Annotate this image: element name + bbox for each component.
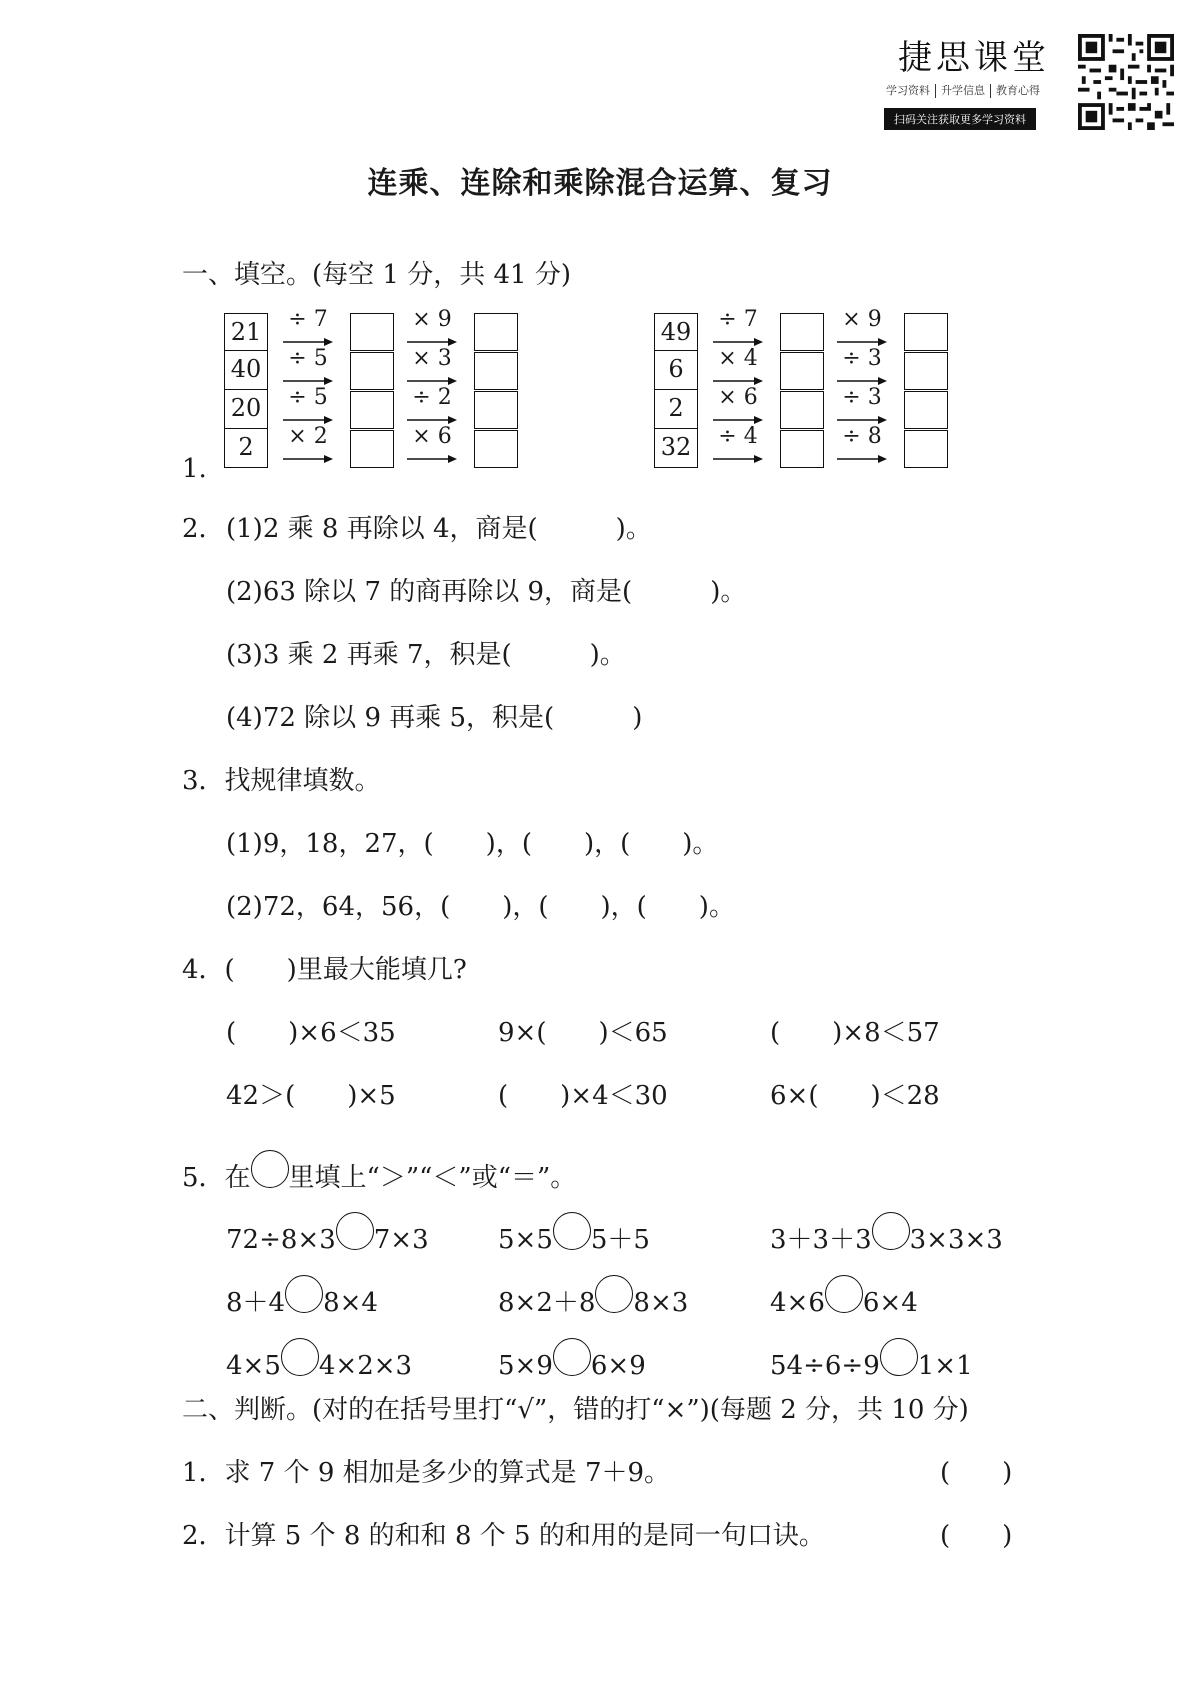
right-chain-op1-label: × 4 [718, 346, 758, 371]
q4-r1-c3: ( )×8＜57 [770, 1018, 940, 1048]
q4-r1-c2: 9×( )＜65 [498, 1018, 668, 1048]
q3-label: 3．找规律填数。 [182, 766, 381, 796]
right-chain-op2-label: × 9 [842, 307, 882, 332]
right-chain-answer-box-1[interactable] [780, 313, 824, 351]
q5-compare-item [770, 1212, 1003, 1257]
q4-r2-c3: 6×( )＜28 [770, 1081, 940, 1111]
arrow-right-icon [283, 450, 333, 462]
q5-left-expr: 54÷6÷9 [770, 1351, 880, 1381]
q5-left-expr: 8＋4 [226, 1288, 286, 1318]
right-chain-start-number: 2 [654, 390, 698, 429]
left-chain-answer-box-2[interactable] [474, 430, 518, 468]
q5-compare-item [498, 1212, 650, 1257]
q5-compare-item [498, 1275, 688, 1320]
arrow-right-icon [713, 411, 763, 423]
q2-item-4: (4)72 除以 9 再乘 5，积是( ) [226, 703, 643, 733]
left-chain-op1-label: × 2 [288, 424, 328, 449]
left-chain-answer-box-1[interactable] [350, 430, 394, 468]
q5-left-expr: 3＋3＋3 [770, 1225, 872, 1255]
brand-title: 捷思课堂 [898, 38, 1050, 78]
right-chain-answer-box-2[interactable] [904, 430, 948, 468]
q5-right-expr: 3×3×3 [909, 1225, 1003, 1255]
q5-right-expr: 8×4 [323, 1288, 378, 1318]
q5-right-expr: 4×2×3 [318, 1351, 413, 1381]
left-chain-op1-label: ÷ 5 [288, 346, 328, 371]
q2-label: 2． [182, 514, 225, 544]
left-chain-op1-label: ÷ 5 [288, 385, 328, 410]
q2-item-3: (3)3 乘 2 再乘 7，积是( )。 [226, 640, 626, 670]
compare-circle-icon[interactable] [825, 1275, 863, 1313]
left-chain-answer-box-2[interactable] [474, 313, 518, 351]
q5-label-suffix: 里填上“＞”“＜”或“＝”。 [288, 1163, 577, 1193]
q2-item-1: (1)2 乘 8 再除以 4，商是( )。 [226, 514, 652, 544]
section1-heading: 一、填空。(每空 1 分，共 41 分) [182, 260, 571, 290]
q5-label [182, 1150, 576, 1195]
q5-right-expr: 6×4 [862, 1288, 918, 1318]
arrow-right-icon [283, 372, 333, 384]
judge-item-1: 1．求 7 个 9 相加是多少的算式是 7＋9。 [182, 1458, 671, 1488]
right-chain-op1-label: ÷ 4 [718, 424, 758, 449]
left-chain-answer-box-1[interactable] [350, 313, 394, 351]
judge-paren-2[interactable]: ( ) [940, 1521, 1013, 1551]
q5-label-prefix: 5．在 [182, 1163, 251, 1193]
left-chain-number-column [224, 313, 268, 468]
q3-item-1: (1)9，18，27，( )，( )，( )。 [226, 829, 719, 859]
brand-link-2: 升学信息 [941, 84, 985, 97]
arrow-right-icon [407, 372, 457, 384]
arrow-right-icon [407, 333, 457, 345]
arrow-right-icon [713, 450, 763, 462]
right-chain-op2-label: ÷ 3 [842, 346, 882, 371]
q5-left-expr: 72÷8×3 [226, 1225, 336, 1255]
right-chain-op2-label: ÷ 3 [842, 385, 882, 410]
right-chain-number-column [654, 313, 698, 468]
arrow-right-icon [283, 333, 333, 345]
left-chain-answer-box-2[interactable] [474, 391, 518, 429]
right-chain-start-number: 6 [654, 351, 698, 390]
q5-compare-item [226, 1338, 412, 1383]
q4-r2-c1: 42＞( )×5 [226, 1081, 396, 1111]
q5-right-expr: 5＋5 [590, 1225, 650, 1255]
q5-left-expr: 4×6 [770, 1288, 825, 1318]
q4-r1-c1: ( )×6＜35 [226, 1018, 396, 1048]
q5-right-expr: 1×1 [917, 1351, 973, 1381]
arrow-right-icon [407, 450, 457, 462]
brand-link-3: 教育心得 [996, 84, 1040, 97]
q5-compare-item [498, 1338, 646, 1383]
left-chain-start-number: 20 [224, 390, 268, 429]
q1-label: 1. [182, 454, 207, 484]
brand-link-1: 学习资料 [886, 84, 930, 97]
compare-circle-icon[interactable] [285, 1275, 323, 1313]
compare-circle-icon[interactable] [553, 1338, 591, 1376]
q5-compare-item [770, 1338, 973, 1383]
arrow-right-icon [713, 372, 763, 384]
left-chain-start-number: 21 [224, 313, 268, 351]
arrow-right-icon [837, 411, 887, 423]
left-chain-op2-label: × 3 [412, 346, 452, 371]
compare-circle-icon[interactable] [880, 1338, 918, 1376]
right-chain-answer-box-2[interactable] [904, 352, 948, 390]
q5-left-expr: 8×2＋8 [498, 1288, 596, 1318]
compare-circle-icon[interactable] [872, 1212, 910, 1250]
q5-compare-item [226, 1275, 378, 1320]
right-chain-op1-label: × 6 [718, 385, 758, 410]
brand-banner: 扫码关注获取更多学习资料 [884, 108, 1036, 130]
qr-code-icon [1078, 34, 1174, 130]
arrow-right-icon [283, 411, 333, 423]
q5-left-expr: 5×5 [498, 1225, 553, 1255]
arrow-right-icon [837, 372, 887, 384]
q2-item-2: (2)63 除以 7 的商再除以 9，商是( )。 [226, 577, 747, 607]
q5-compare-item [226, 1212, 429, 1257]
section2-heading: 二、判断。(对的在括号里打“√”，错的打“×”)(每题 2 分，共 10 分) [182, 1395, 969, 1425]
q5-left-expr: 4×5 [226, 1351, 281, 1381]
q5-right-expr: 6×9 [590, 1351, 646, 1381]
left-chain-answer-box-1[interactable] [350, 391, 394, 429]
arrow-right-icon [837, 333, 887, 345]
compare-circle-icon[interactable] [281, 1338, 319, 1376]
brand-links [886, 82, 1040, 98]
judge-item-2: 2．计算 5 个 8 的和和 8 个 5 的和用的是同一句口诀。 [182, 1521, 825, 1551]
q5-left-expr: 5×9 [498, 1351, 553, 1381]
right-chain-answer-box-1[interactable] [780, 352, 824, 390]
right-chain-answer-box-2[interactable] [904, 391, 948, 429]
q5-right-expr: 7×3 [373, 1225, 429, 1255]
page-title: 连乘、连除和乘除混合运算、复习 [367, 166, 833, 201]
compare-circle-icon [251, 1150, 289, 1188]
arrow-right-icon [837, 450, 887, 462]
q4-label: 4．( )里最大能填几? [182, 955, 467, 985]
left-chain-op2-label: × 6 [412, 424, 452, 449]
arrow-right-icon [407, 411, 457, 423]
right-chain-answer-box-1[interactable] [780, 391, 824, 429]
right-chain-answer-box-2[interactable] [904, 313, 948, 351]
left-chain-answer-box-2[interactable] [474, 352, 518, 390]
judge-paren-1[interactable]: ( ) [940, 1458, 1013, 1488]
right-chain-answer-box-1[interactable] [780, 430, 824, 468]
left-chain-op2-label: ÷ 2 [412, 385, 452, 410]
q4-r2-c2: ( )×4＜30 [498, 1081, 668, 1111]
right-chain-op1-label: ÷ 7 [718, 307, 758, 332]
left-chain-op1-label: ÷ 7 [288, 307, 328, 332]
q5-right-expr: 8×3 [633, 1288, 689, 1318]
q3-item-2: (2)72，64，56，( )，( )，( )。 [226, 892, 735, 922]
right-chain-op2-label: ÷ 8 [842, 424, 882, 449]
arrow-right-icon [713, 333, 763, 345]
left-chain-start-number: 2 [224, 429, 268, 468]
compare-circle-icon[interactable] [595, 1275, 633, 1313]
q5-compare-item [770, 1275, 918, 1320]
left-chain-op2-label: × 9 [412, 307, 452, 332]
compare-circle-icon[interactable] [336, 1212, 374, 1250]
compare-circle-icon[interactable] [553, 1212, 591, 1250]
left-chain-start-number: 40 [224, 351, 268, 390]
left-chain-answer-box-1[interactable] [350, 352, 394, 390]
right-chain-start-number: 49 [654, 313, 698, 351]
right-chain-start-number: 32 [654, 429, 698, 468]
